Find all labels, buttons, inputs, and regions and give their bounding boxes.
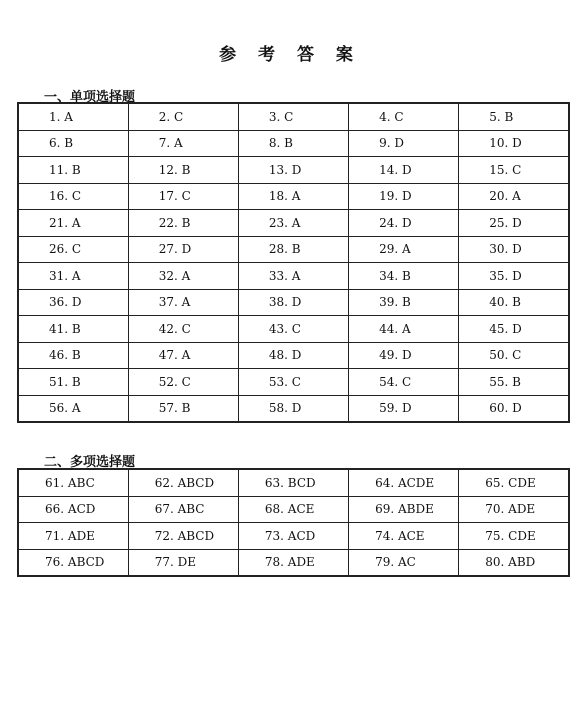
answer-cell: 65. CDE (459, 469, 569, 496)
table-row (18, 103, 569, 130)
answer-cell: 11. B (18, 157, 128, 184)
answer-cell: 8. B (238, 130, 348, 157)
answer-cell: 40. B (459, 289, 569, 316)
table-row (18, 289, 569, 316)
answer-cell: 26. C (18, 236, 128, 263)
answer-cell: 69. ABDE (349, 496, 459, 523)
answer-cell: 2. C (128, 103, 238, 130)
table-row (18, 130, 569, 157)
page-title: 参 考 答 案 (219, 45, 361, 65)
answer-cell: 76. ABCD (18, 549, 128, 576)
answer-cell: 34. B (349, 263, 459, 290)
answer-cell: 61. ABC (18, 469, 128, 496)
answer-cell: 74. ACE (349, 523, 459, 550)
table-row (18, 369, 569, 396)
answer-cell: 25. D (459, 210, 569, 237)
answer-cell: 4. C (349, 103, 459, 130)
answer-cell: 41. B (18, 316, 128, 343)
answer-cell: 32. A (128, 263, 238, 290)
table-row (18, 183, 569, 210)
answer-cell: 15. C (459, 157, 569, 184)
answer-cell: 56. A (18, 395, 128, 422)
answer-cell: 52. C (128, 369, 238, 396)
table-row (18, 496, 569, 523)
answer-cell: 43. C (238, 316, 348, 343)
answer-cell: 44. A (349, 316, 459, 343)
answer-cell: 45. D (459, 316, 569, 343)
table-row (18, 342, 569, 369)
answer-cell: 62. ABCD (128, 469, 238, 496)
answer-cell: 9. D (349, 130, 459, 157)
answer-cell: 31. A (18, 263, 128, 290)
answer-cell: 23. A (238, 210, 348, 237)
table-row (18, 549, 569, 576)
table-row (18, 316, 569, 343)
single-choice-answer-table (17, 102, 570, 423)
answer-cell: 37. A (128, 289, 238, 316)
section-heading-multiple-choice: 二、多项选择题 (44, 455, 136, 470)
answer-cell: 42. C (128, 316, 238, 343)
answer-cell: 27. D (128, 236, 238, 263)
answer-cell: 33. A (238, 263, 348, 290)
answer-cell: 28. B (238, 236, 348, 263)
table-row (18, 210, 569, 237)
table-row (18, 523, 569, 550)
answer-cell: 72. ABCD (128, 523, 238, 550)
answer-cell: 24. D (349, 210, 459, 237)
answer-cell: 14. D (349, 157, 459, 184)
answer-cell: 64. ACDE (349, 469, 459, 496)
answer-cell: 36. D (18, 289, 128, 316)
answer-cell: 73. ACD (238, 523, 348, 550)
answer-cell: 80. ABD (459, 549, 569, 576)
answer-cell: 39. B (349, 289, 459, 316)
answer-cell: 19. D (349, 183, 459, 210)
answer-cell: 79. AC (349, 549, 459, 576)
answer-cell: 10. D (459, 130, 569, 157)
answer-cell: 51. B (18, 369, 128, 396)
answer-cell: 55. B (459, 369, 569, 396)
section-heading-single-choice: 一、单项选择题 (44, 90, 136, 105)
answer-cell: 13. D (238, 157, 348, 184)
answer-cell: 75. CDE (459, 523, 569, 550)
answer-cell: 68. ACE (238, 496, 348, 523)
table-row (18, 236, 569, 263)
answer-cell: 53. C (238, 369, 348, 396)
answer-cell: 67. ABC (128, 496, 238, 523)
answer-cell: 7. A (128, 130, 238, 157)
answer-cell: 47. A (128, 342, 238, 369)
answer-cell: 1. A (18, 103, 128, 130)
table-row (18, 263, 569, 290)
answer-cell: 20. A (459, 183, 569, 210)
answer-cell: 22. B (128, 210, 238, 237)
answer-cell: 35. D (459, 263, 569, 290)
answer-cell: 66. ACD (18, 496, 128, 523)
answer-cell: 6. B (18, 130, 128, 157)
answer-cell: 71. ADE (18, 523, 128, 550)
answer-cell: 21. A (18, 210, 128, 237)
answer-cell: 58. D (238, 395, 348, 422)
multiple-choice-answer-table (17, 468, 570, 577)
answer-cell: 77. DE (128, 549, 238, 576)
answer-cell: 63. BCD (238, 469, 348, 496)
answer-cell: 49. D (349, 342, 459, 369)
answer-cell: 30. D (459, 236, 569, 263)
table-row (18, 395, 569, 422)
answer-cell: 38. D (238, 289, 348, 316)
answer-cell: 5. B (459, 103, 569, 130)
answer-cell: 17. C (128, 183, 238, 210)
answer-cell: 78. ADE (238, 549, 348, 576)
answer-cell: 12. B (128, 157, 238, 184)
answer-cell: 54. C (349, 369, 459, 396)
answer-cell: 46. B (18, 342, 128, 369)
answer-cell: 60. D (459, 395, 569, 422)
answer-cell: 29. A (349, 236, 459, 263)
answer-cell: 3. C (238, 103, 348, 130)
answer-cell: 59. D (349, 395, 459, 422)
answer-cell: 70. ADE (459, 496, 569, 523)
answer-cell: 57. B (128, 395, 238, 422)
table-row (18, 157, 569, 184)
answer-cell: 18. A (238, 183, 348, 210)
table-row (18, 469, 569, 496)
answer-cell: 50. C (459, 342, 569, 369)
answer-cell: 48. D (238, 342, 348, 369)
answer-cell: 16. C (18, 183, 128, 210)
